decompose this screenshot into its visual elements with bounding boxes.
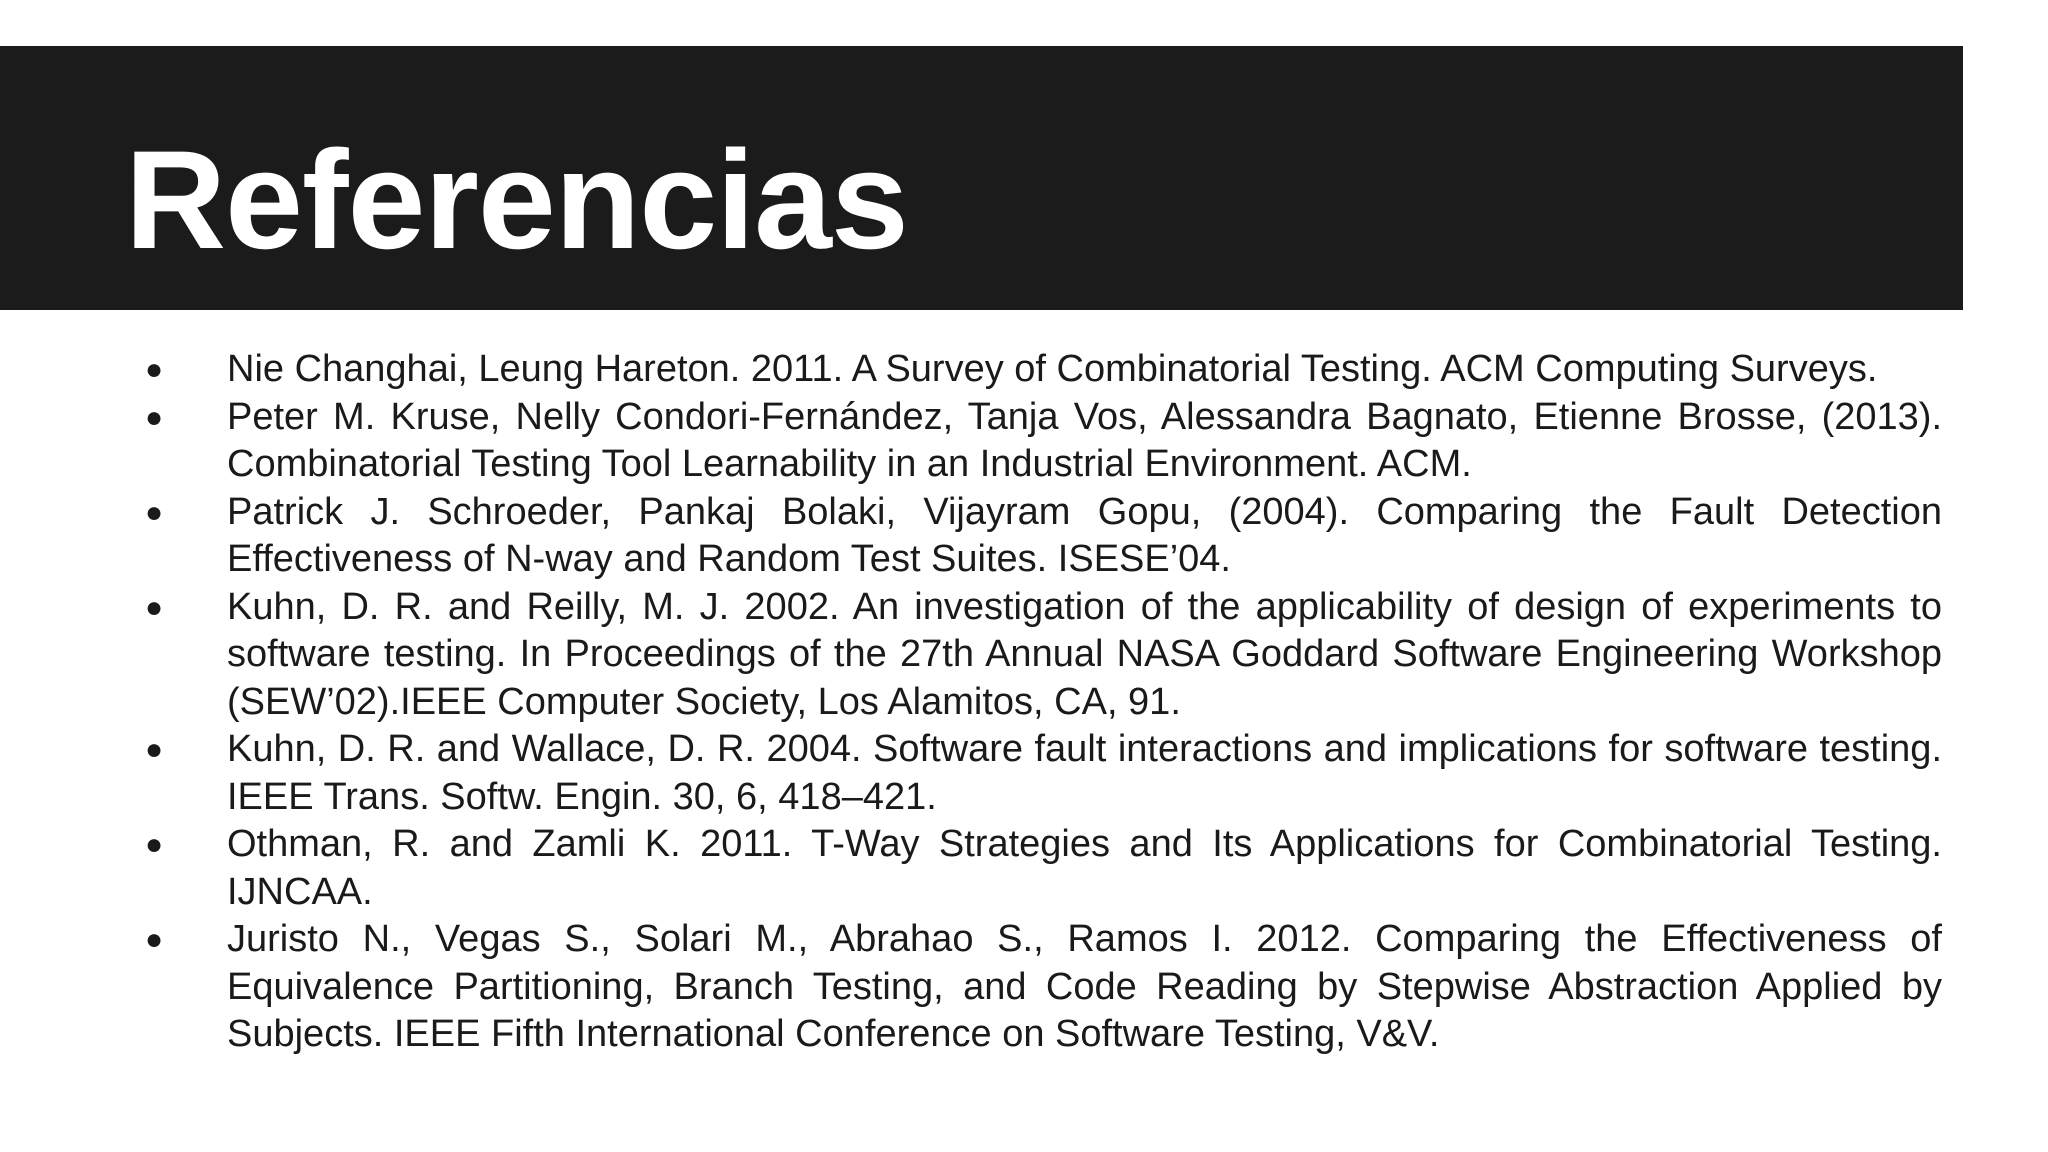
reference-item bbox=[140, 394, 1942, 489]
reference-text: Nie Changhai, Leung Hareton. 2011. A Survey of Combinatorial Testing. ACM Computing Surveys. bbox=[227, 348, 1878, 390]
slide-title: Referencias bbox=[125, 121, 908, 278]
bullet-icon: ● bbox=[145, 828, 164, 861]
reference-item bbox=[140, 726, 1942, 821]
reference-text: Othman, R. and Zamli K. 2011. T-Way Strategies and Its Applications for Combinatorial Testing. IJNCAA. bbox=[227, 823, 1942, 913]
bullet-icon: ● bbox=[145, 495, 164, 529]
reference-item bbox=[140, 489, 1942, 584]
bullet-icon: ● bbox=[145, 400, 164, 434]
reference-item bbox=[140, 346, 1942, 394]
reference-text: Peter M. Kruse, Nelly Condori-Fernández, Tanja Vos, Alessandra Bagnato, Etienne Brosse, (2013). Combinatorial Testing Tool Learnability in an Industrial Environment. ACM. bbox=[227, 395, 1942, 485]
reference-text: Kuhn, D. R. and Reilly, M. J. 2002. An investigation of the applicability of design of experiments to software testing. In Proceedings of the 27th Annual NASA Goddard Software Engineering Workshop (SEW’02).IEEE Computer Society, Los Alamitos, CA, 91. bbox=[227, 585, 1942, 723]
reference-list bbox=[140, 346, 1942, 1059]
reference-text: Juristo N., Vegas S., Solari M., Abrahao S., Ramos I. 2012. Comparing the Effectiveness of Equivalence Partitioning, Branch Testing, and Code Reading by Stepwise Abstraction Applied by Subjects. IEEE Fifth International Conference on Software Testing, V&V. bbox=[227, 918, 1942, 1055]
reference-item bbox=[140, 916, 1942, 1059]
reference-item bbox=[140, 821, 1942, 916]
reference-text: Kuhn, D. R. and Wallace, D. R. 2004. Software fault interactions and implications for software testing. IEEE Trans. Softw. Engin. 30, 6, 418–421. bbox=[227, 728, 1942, 818]
bullet-icon: ● bbox=[145, 733, 164, 766]
reference-item bbox=[140, 584, 1942, 727]
reference-text: Patrick J. Schroeder, Pankaj Bolaki, Vijayram Gopu, (2004). Comparing the Fault Detection Effectiveness of N-way and Random Test Suites. ISESE’04. bbox=[227, 490, 1942, 580]
bullet-icon: ● bbox=[145, 923, 164, 956]
bullet-icon: ● bbox=[145, 353, 164, 386]
bullet-icon: ● bbox=[145, 590, 164, 624]
